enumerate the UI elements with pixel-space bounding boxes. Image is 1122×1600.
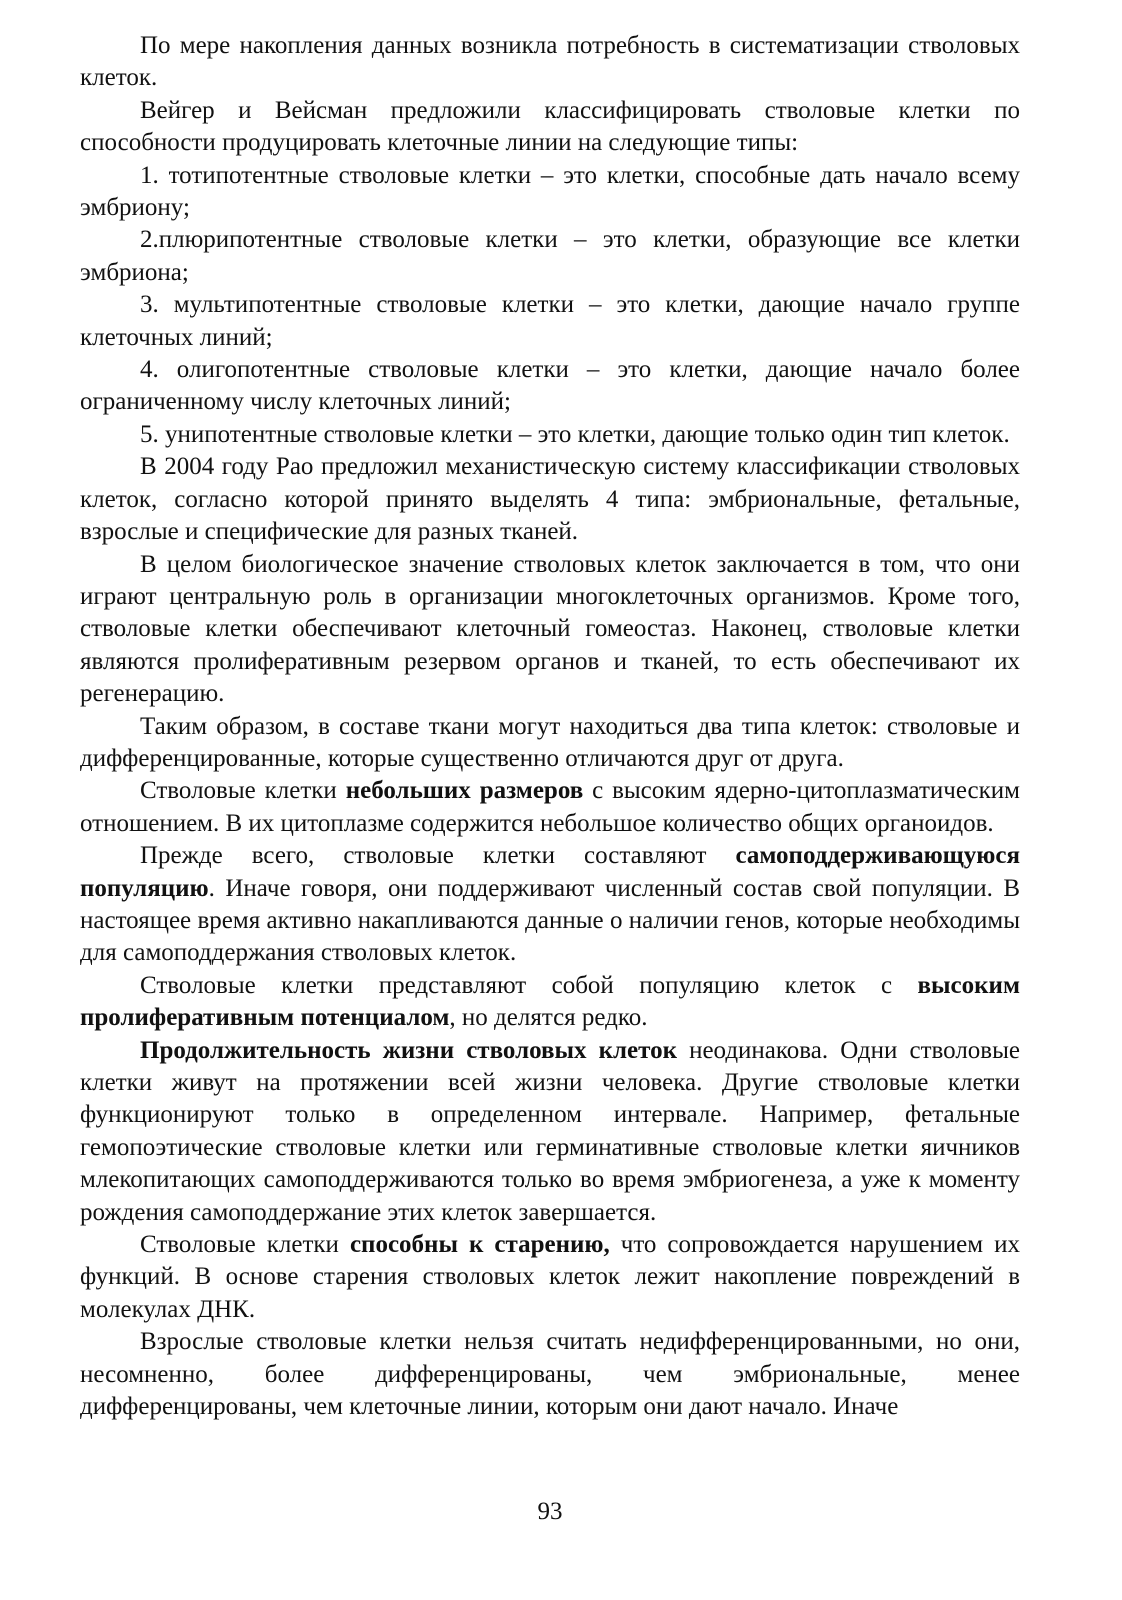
text-run: По мере накопления данных возникла потребность в систематизации стволовых клеток. <box>80 32 1020 92</box>
paragraph <box>80 840 1020 970</box>
paragraph <box>80 549 1020 711</box>
text-run: с высоким ядерно-цитоплазматическим отношением. В их цитоплазме содержится небольшое количество общих органоидов. <box>80 777 1020 837</box>
text-run: Вейгер и Вейсман предложили классифицировать стволовые клетки по способности продуцировать клеточные линии на следующие типы: <box>80 96 1020 157</box>
text-run: , но делятся редко. <box>449 1004 648 1032</box>
paragraph <box>80 160 1020 225</box>
bold-text-run: небольших размеров <box>345 777 584 805</box>
text-run: 2.плюрипотентные стволовые клетки – это клетки, образующие все клетки эмбриона; <box>80 226 1020 286</box>
text-run: что сопровождается нарушением их функций. В основе старения стволовых клеток лежит накопление повреждений в молекулах ДНК. <box>80 1231 1020 1323</box>
text-run: 4. олигопотентные стволовые клетки – это клетки, дающие начало более ограниченному числу клеточных линий; <box>80 356 1020 416</box>
document-page <box>80 30 1020 1600</box>
text-run: Таким образом, в составе ткани могут находиться два типа клеток: стволовые и дифференцированные, которые существенно отличаются друг от друга. <box>80 712 1020 772</box>
text-run: Прежде всего, стволовые клетки составляют <box>140 842 736 870</box>
paragraph <box>80 775 1020 840</box>
text-run: 5. унипотентные стволовые клетки – это клетки, дающие только один тип клеток. <box>140 420 1010 448</box>
paragraph <box>80 970 1020 1035</box>
text-run: неодинакова. Одни стволовые клетки живут на протяжении всей жизни человека. Другие стволовые клетки функционируют только в определенном интервале. Например, фетальные гемопоэтические стволовые клетки или герминативные стволовые клетки яичников млекопитающих самоподдерживаются только во время эмбриогенеза, а уже к моменту рождения самоподдержание этих клеток завершается. <box>80 1036 1020 1226</box>
text-run: В целом биологическое значение стволовых клеток заключается в том, что они играют центральную роль в организации многоклеточных организмов. Кроме того, стволовые клетки обеспечивают клеточный гомеостаз. Наконец, стволовые клетки являются пролиферативным резервом органов и тканей, то есть обеспечивают их регенерацию. <box>80 550 1020 708</box>
paragraph <box>80 1229 1020 1326</box>
paragraph <box>80 95 1020 160</box>
paragraph <box>80 1326 1020 1423</box>
text-run: 3. мультипотентные стволовые клетки – это клетки, дающие начало группе клеточных линий; <box>80 291 1020 351</box>
page-number: 93 <box>537 1498 563 1525</box>
text-run: Стволовые клетки <box>140 1231 350 1259</box>
body-text <box>80 30 1020 1423</box>
text-run: В 2004 году Рао предложил механистическую систему классификации стволовых клеток, согласно которой принято выделять 4 типа: эмбриональные, фетальные, взрослые и специфические для разных тканей. <box>80 453 1020 546</box>
text-run: Стволовые клетки <box>140 777 346 805</box>
paragraph <box>80 30 1020 95</box>
paragraph <box>80 711 1020 776</box>
text-run: . Иначе говоря, они поддерживают численный состав свой популяции. В настоящее время активно накапливаются данные о наличии генов, которые необходимы для самоподдержания стволовых клеток. <box>80 874 1020 967</box>
paragraph <box>80 419 1020 451</box>
paragraph <box>80 289 1020 354</box>
text-run: 1. тотипотентные стволовые клетки – это клетки, способные дать начало всему эмбриону; <box>80 161 1020 222</box>
paragraph <box>80 451 1020 548</box>
paragraph <box>80 354 1020 419</box>
paragraph <box>80 224 1020 289</box>
text-run: Стволовые клетки представляют собой популяцию клеток с <box>140 971 918 999</box>
bold-text-run: самоподдерживающуюся популяцию <box>80 842 1020 902</box>
text-run: Взрослые стволовые клетки нельзя считать недифференцированными, но они, несомненно, более дифференцированы, чем эмбриональные, менее дифференцированы, чем клеточные линии, которым они дают начало. Иначе <box>80 1328 1020 1421</box>
bold-text-run: высоким пролиферативным потенциалом <box>80 971 1020 1032</box>
paragraph <box>80 1035 1020 1229</box>
bold-text-run: Продолжительность жизни стволовых клеток <box>140 1036 677 1064</box>
bold-text-run: способны к старению, <box>349 1231 610 1259</box>
